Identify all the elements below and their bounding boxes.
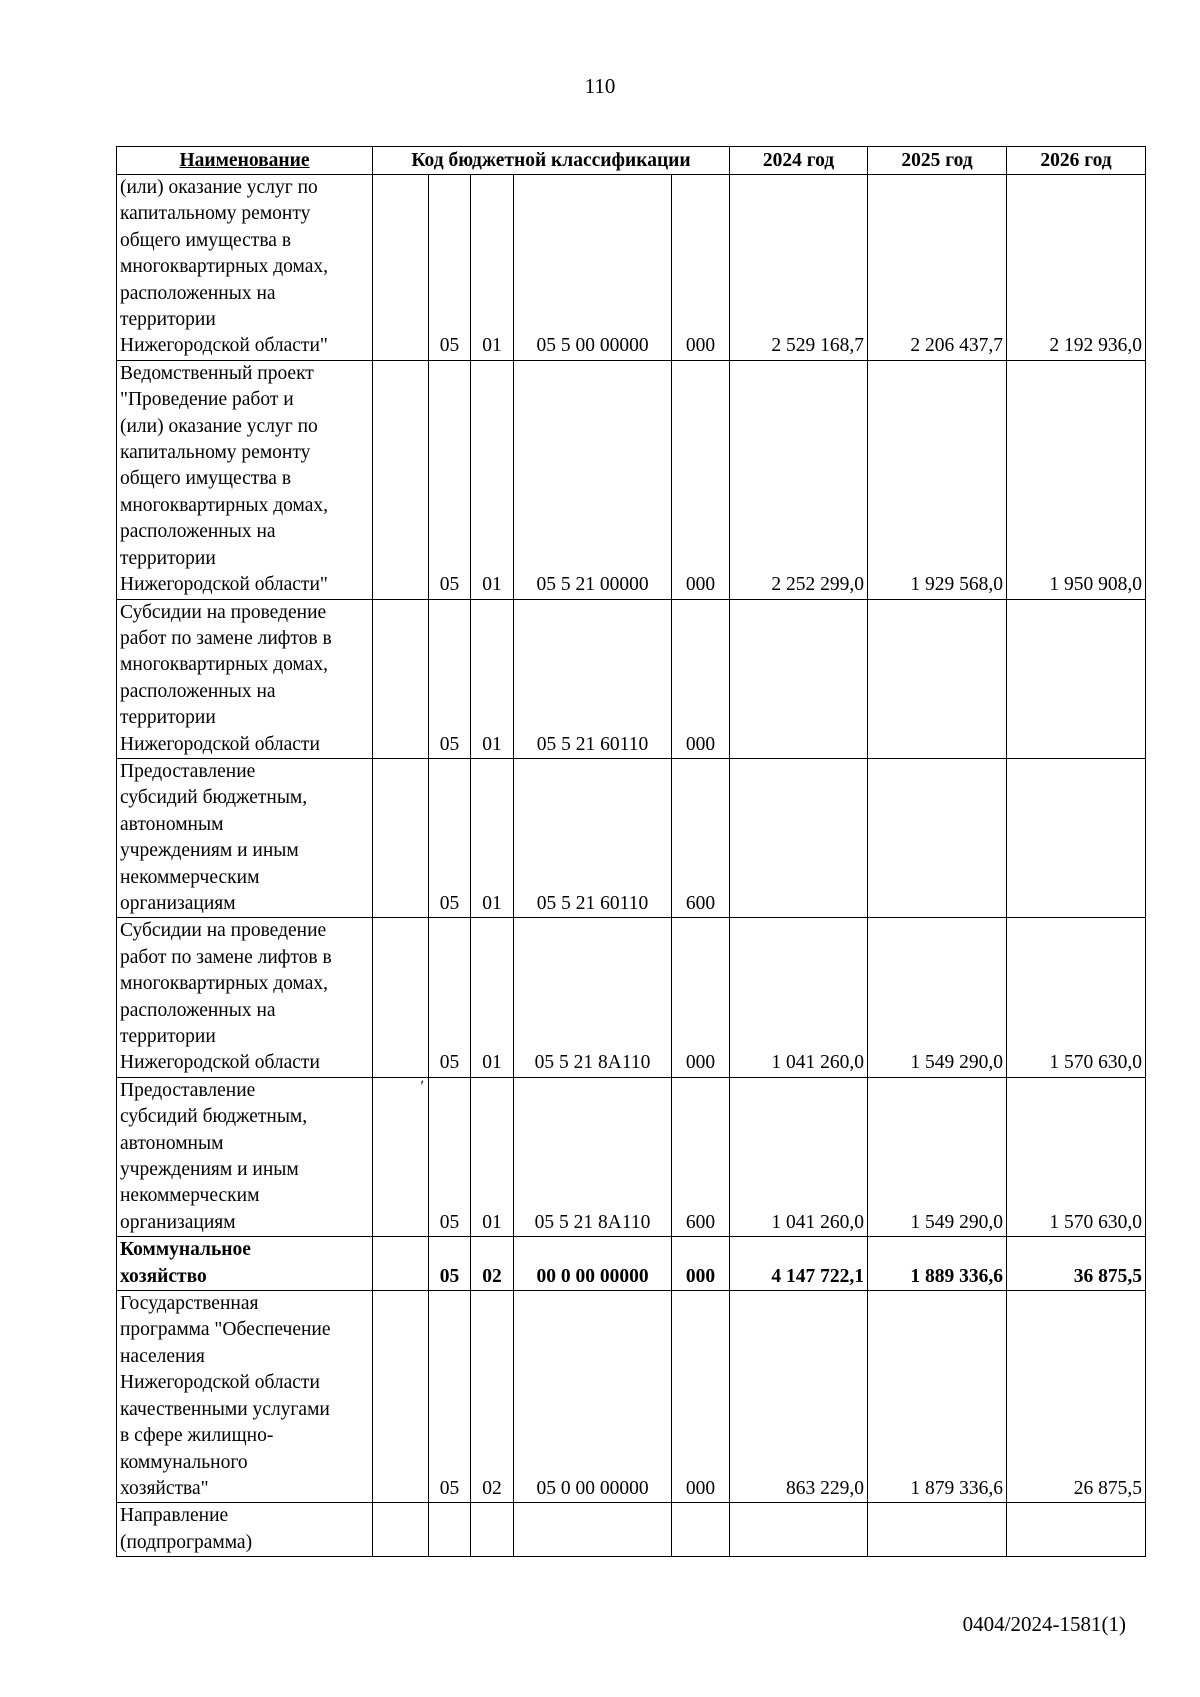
code-subsection-text: 01 <box>482 733 502 755</box>
row-name <box>117 599 373 758</box>
value-2026 <box>1007 599 1146 758</box>
row-name <box>117 1291 373 1503</box>
code-target-article <box>514 758 672 917</box>
row-name-text: Субсидии на проведение работ по замене лифтов в многоквартирных домах, расположенных на территории Нижегородской области <box>120 601 332 755</box>
value-2024-text: 4 147 722,1 <box>771 1265 864 1287</box>
code-expense-type-text: 000 <box>685 1052 716 1074</box>
code-section-text: 05 <box>439 1477 460 1499</box>
code-section-text: 05 <box>439 335 460 357</box>
value-2024 <box>730 175 868 361</box>
code-expense-type <box>672 918 730 1077</box>
table-row <box>117 599 1146 758</box>
code-expense-type <box>672 1077 730 1236</box>
code-section <box>429 918 471 1077</box>
code-target-article-text: 00 0 00 00000 <box>536 1265 649 1287</box>
row-name <box>117 1077 373 1236</box>
value-2025 <box>868 360 1007 599</box>
value-2026 <box>1007 360 1146 599</box>
code-section <box>429 1503 471 1557</box>
value-2026 <box>1007 1503 1146 1557</box>
code-section-text: 05 <box>439 1265 460 1287</box>
code-target-article-text: 05 5 21 8А110 <box>534 1052 651 1074</box>
code-target-article <box>514 1077 672 1236</box>
code-expense-type-text: 000 <box>685 733 716 755</box>
value-2026 <box>1007 758 1146 917</box>
code-expense-type-text: 000 <box>685 1265 716 1287</box>
table-row <box>117 758 1146 917</box>
table-row <box>117 360 1146 599</box>
code-expense-type-text: 600 <box>685 1211 716 1233</box>
table-row <box>117 175 1146 361</box>
value-2024-text: 1 041 260,0 <box>771 1052 864 1074</box>
code-section-text: 05 <box>439 574 460 596</box>
value-2025-text: 1 549 290,0 <box>910 1052 1003 1074</box>
value-2024-text: 2 252 299,0 <box>771 574 864 596</box>
code-target-article <box>514 1237 672 1291</box>
value-2025-text: 1 929 568,0 <box>910 574 1003 596</box>
code-section-text: 05 <box>439 1052 460 1074</box>
value-2026-text: 26 875,5 <box>1073 1477 1142 1499</box>
code-subsection <box>471 1077 514 1236</box>
header-code: Код бюджетной классификации <box>373 147 730 175</box>
code-section <box>429 1077 471 1236</box>
header-name: Наименование <box>117 147 373 175</box>
value-2026 <box>1007 918 1146 1077</box>
code-mark <box>373 1503 429 1557</box>
row-name <box>117 360 373 599</box>
value-2024 <box>730 758 868 917</box>
code-subsection-text: 01 <box>482 892 502 914</box>
code-mark <box>373 1237 429 1291</box>
code-mark-text: ʹ <box>420 1077 424 1095</box>
value-2026 <box>1007 1237 1146 1291</box>
code-section <box>429 360 471 599</box>
code-section-text: 05 <box>439 1211 460 1233</box>
table-row <box>117 1291 1146 1503</box>
table-row <box>117 918 1146 1077</box>
row-name-text: (или) оказание услуг по капитальному ремонту общего имущества в многоквартирных домах, расположенных на территории Нижегородской области" <box>120 177 329 357</box>
value-2026 <box>1007 1291 1146 1503</box>
code-subsection-text: 01 <box>482 574 502 596</box>
code-section <box>429 758 471 917</box>
code-expense-type-text: 000 <box>685 574 716 596</box>
code-mark <box>373 1291 429 1503</box>
header-year-2026: 2026 год <box>1007 147 1146 175</box>
value-2025 <box>868 1291 1007 1503</box>
code-expense-type <box>672 175 730 361</box>
code-target-article <box>514 918 672 1077</box>
value-2026-text: 1 570 630,0 <box>1049 1211 1142 1233</box>
document-code: 0404/2024-1581(1) <box>962 1612 1126 1636</box>
value-2024 <box>730 1237 868 1291</box>
code-target-article <box>514 1503 672 1557</box>
code-expense-type <box>672 1237 730 1291</box>
budget-table <box>116 146 1146 1557</box>
code-subsection-text: 02 <box>482 1477 502 1499</box>
code-target-article-text: 05 0 00 00000 <box>536 1477 649 1499</box>
value-2024 <box>730 1503 868 1557</box>
row-name-text: Предоставление субсидий бюджетным, автономным учреждениям и иным некоммерческим организациям <box>120 760 308 914</box>
code-mark <box>373 918 429 1077</box>
code-expense-type-text: 600 <box>685 892 716 914</box>
value-2025 <box>868 1237 1007 1291</box>
value-2024 <box>730 360 868 599</box>
row-name <box>117 1237 373 1291</box>
value-2026-text: 1 950 908,0 <box>1049 574 1142 596</box>
code-mark <box>373 758 429 917</box>
row-name <box>117 758 373 917</box>
code-subsection <box>471 1291 514 1503</box>
code-subsection <box>471 360 514 599</box>
table-row <box>117 1077 1146 1236</box>
value-2025 <box>868 918 1007 1077</box>
code-target-article-text: 05 5 21 60110 <box>536 892 649 914</box>
value-2026-text: 36 875,5 <box>1073 1265 1142 1287</box>
row-name <box>117 918 373 1077</box>
row-name-text: Направление (подпрограмма) <box>120 1505 253 1553</box>
code-target-article <box>514 175 672 361</box>
value-2025-text: 1 879 336,6 <box>910 1477 1003 1499</box>
table-row <box>117 1237 1146 1291</box>
code-expense-type-text: 000 <box>685 1477 716 1499</box>
value-2025 <box>868 599 1007 758</box>
code-subsection <box>471 758 514 917</box>
value-2025 <box>868 1077 1007 1236</box>
code-subsection-text: 02 <box>482 1265 502 1287</box>
code-expense-type <box>672 758 730 917</box>
value-2026 <box>1007 1077 1146 1236</box>
code-section <box>429 1291 471 1503</box>
code-mark <box>373 1077 429 1236</box>
value-2024 <box>730 918 868 1077</box>
value-2025-text: 2 206 437,7 <box>910 335 1003 357</box>
code-target-article-text: 05 5 21 8А110 <box>534 1211 651 1233</box>
code-target-article-text: 05 5 21 00000 <box>536 574 649 596</box>
code-subsection <box>471 175 514 361</box>
code-section-text: 05 <box>439 892 460 914</box>
value-2025-text: 1 889 336,6 <box>910 1265 1003 1287</box>
code-mark <box>373 175 429 361</box>
row-name-text: Государственная программа "Обеспечение населения Нижегородской области качественными услугами в сфере жилищно- коммунального хозяйства" <box>120 1293 331 1499</box>
code-mark <box>373 360 429 599</box>
code-subsection <box>471 599 514 758</box>
row-name-text: Предоставление субсидий бюджетным, автономным учреждениям и иным некоммерческим организациям <box>120 1079 308 1233</box>
code-expense-type <box>672 1503 730 1557</box>
value-2024 <box>730 599 868 758</box>
row-name <box>117 175 373 361</box>
code-expense-type <box>672 599 730 758</box>
row-name <box>117 1503 373 1557</box>
value-2026-text: 2 192 936,0 <box>1049 335 1142 357</box>
code-target-article <box>514 360 672 599</box>
code-expense-type <box>672 1291 730 1503</box>
code-section-text: 05 <box>439 733 460 755</box>
code-subsection <box>471 1237 514 1291</box>
value-2024 <box>730 1077 868 1236</box>
code-section <box>429 599 471 758</box>
code-expense-type-text: 000 <box>685 335 716 357</box>
value-2024 <box>730 1291 868 1503</box>
code-subsection <box>471 918 514 1077</box>
code-subsection-text: 01 <box>482 335 502 357</box>
code-subsection <box>471 1503 514 1557</box>
header-year-2025: 2025 год <box>868 147 1007 175</box>
table-header-row <box>117 147 1146 175</box>
value-2026 <box>1007 175 1146 361</box>
code-target-article <box>514 599 672 758</box>
value-2026-text: 1 570 630,0 <box>1049 1052 1142 1074</box>
code-mark <box>373 599 429 758</box>
code-subsection-text: 01 <box>482 1052 502 1074</box>
code-target-article-text: 05 5 00 00000 <box>536 335 649 357</box>
row-name-text: Ведомственный проект "Проведение работ и (или) оказание услуг по капитальному ремонту общего имущества в многоквартирных домах, расположенных на территории Нижегородской области" <box>120 362 329 596</box>
row-name-text: Субсидии на проведение работ по замене лифтов в многоквартирных домах, расположенных на территории Нижегородской области <box>120 920 332 1074</box>
table-row <box>117 1503 1146 1557</box>
value-2024-text: 1 041 260,0 <box>771 1211 864 1233</box>
page-number: 110 <box>584 74 616 98</box>
value-2025 <box>868 758 1007 917</box>
code-subsection-text: 01 <box>482 1211 502 1233</box>
code-section <box>429 175 471 361</box>
header-year-2024: 2024 год <box>730 147 868 175</box>
value-2024-text: 863 229,0 <box>786 1477 864 1499</box>
code-expense-type <box>672 360 730 599</box>
code-section <box>429 1237 471 1291</box>
value-2025 <box>868 175 1007 361</box>
value-2025 <box>868 1503 1007 1557</box>
value-2024-text: 2 529 168,7 <box>771 335 864 357</box>
value-2025-text: 1 549 290,0 <box>910 1211 1003 1233</box>
row-name-text: Коммунальное хозяйство <box>120 1239 251 1287</box>
code-target-article-text: 05 5 21 60110 <box>536 733 649 755</box>
code-target-article <box>514 1291 672 1503</box>
